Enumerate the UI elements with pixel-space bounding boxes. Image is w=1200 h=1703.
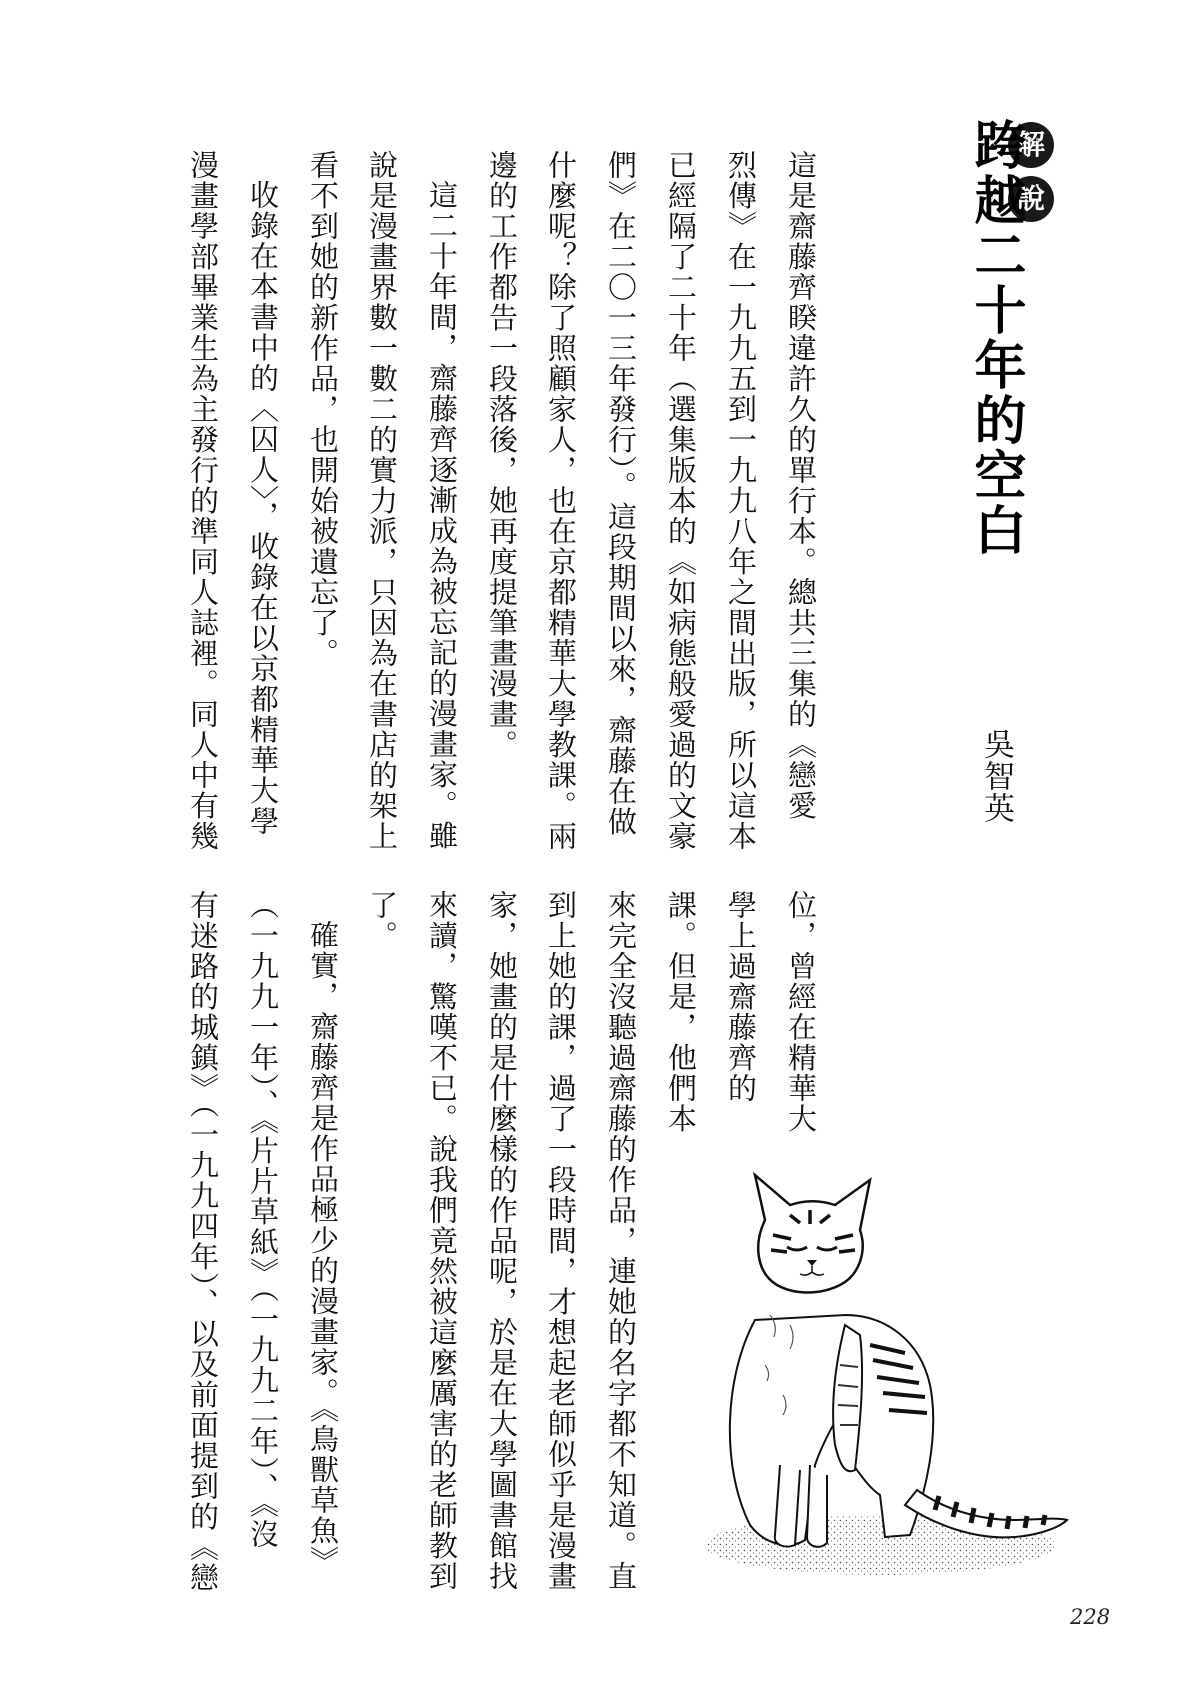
text-column: 來完全沒聽過齋藤的作品，連她的名字都不知道。直 <box>604 890 638 1592</box>
text-column: 確實，齋藤齊是作品極少的漫畫家。《鳥獸草魚》 <box>306 920 340 1577</box>
text-column: 有迷路的城鎮》（一九九四年）、以及前面提到的《戀 <box>186 890 220 1593</box>
page-number: 228 <box>1070 1605 1111 1629</box>
text-column: 這是齋藤齊睽違許久的單行本。總共三集的《戀愛 <box>784 150 818 821</box>
text-column: 漫畫學部畢業生為主發行的準同人誌裡。同人中有幾 <box>186 150 220 852</box>
author-name: 吳智英 <box>978 728 1014 824</box>
text-column: 收錄在本書中的〈囚人〉，收錄在以京都精華大學 <box>246 180 280 837</box>
text-column: 家，她畫的是什麼樣的作品呢，於是在大學圖書館找 <box>485 890 519 1592</box>
text-column: 學上過齋藤齊的 <box>724 890 758 1104</box>
page-title: 跨越二十年的空白 <box>965 118 1025 558</box>
text-column: 來讀，驚嘆不已。說我們竟然被這麼厲害的老師教到 <box>425 890 459 1592</box>
section-badge-explanation-1: 解 <box>1008 122 1054 168</box>
text-column: （一九九一年）、《片片草紙》（一九九二年）、《沒 <box>246 890 280 1550</box>
text-column: 已經隔了二十年（選集版本的《如病態般愛過的文豪 <box>664 150 698 852</box>
text-column: 課。但是，他們本 <box>664 890 698 1134</box>
text-column: 了。 <box>365 890 399 951</box>
text-column: 什麼呢？除了照顧家人，也在京都精華大學教課。兩 <box>544 150 578 852</box>
section-badge-explanation-2: 說 <box>1008 176 1054 222</box>
text-column: 位，曾經在精華大 <box>784 890 818 1134</box>
cat-illustration <box>695 1165 1075 1580</box>
text-column: 邊的工作都告一段落後，她再度提筆畫漫畫。 <box>485 150 519 760</box>
text-column: 說是漫畫界數一數二的實力派，只因為在書店的架上 <box>365 150 399 852</box>
text-column: 烈傳》在一九九五到一九九八年之間出版，所以這本 <box>724 150 758 852</box>
text-column: 這二十年間，齋藤齊逐漸成為被忘記的漫畫家。雖 <box>425 180 459 851</box>
text-column: 看不到她的新作品，也開始被遺忘了。 <box>306 150 340 669</box>
text-column: 到上她的課，過了一段時間，才想起老師似乎是漫畫 <box>544 890 578 1592</box>
text-column: 們》在二〇一三年發行）。這段期間以來，齋藤在做 <box>604 150 638 837</box>
